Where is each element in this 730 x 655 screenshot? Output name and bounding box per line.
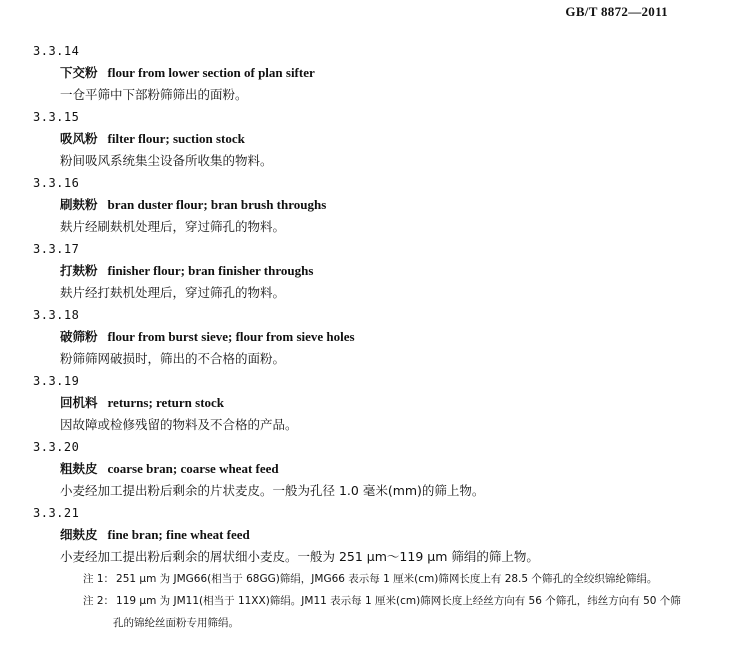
term-definition: 因故障或检修残留的物料及不合格的产品。 xyxy=(60,417,298,432)
term-line xyxy=(33,458,690,480)
term-chinese: 吸风粉 xyxy=(60,131,98,146)
entry-number: 3.3.16 xyxy=(33,176,80,190)
term-entry-3-3-20 xyxy=(33,436,690,502)
term-entry-3-3-16 xyxy=(33,172,690,238)
note-text: 251 μm 为 JMG66(相当于 68GG)筛绢，JMG66 表示每 1 厘米(cm)筛网长度上有 28.5 个筛孔的全绞织锦纶筛绢。 xyxy=(116,573,658,585)
entry-number: 3.3.18 xyxy=(33,308,80,322)
term-chinese: 粗麸皮 xyxy=(60,461,98,476)
term-entry-3-3-19 xyxy=(33,370,690,436)
term-definition: 麸片经打麸机处理后，穿过筛孔的物料。 xyxy=(60,285,286,300)
term-chinese: 破筛粉 xyxy=(60,329,98,344)
entry-number: 3.3.15 xyxy=(33,110,80,124)
term-line xyxy=(33,128,690,150)
entry-number: 3.3.17 xyxy=(33,242,80,256)
term-definition: 小麦经加工提出粉后剩余的片状麦皮。一般为孔径 1.0 毫米(mm)的筛上物。 xyxy=(60,483,485,498)
term-chinese: 细麸皮 xyxy=(60,527,98,542)
term-definition: 粉间吸风系统集尘设备所收集的物料。 xyxy=(60,153,273,168)
term-english: bran duster flour; bran brush throughs xyxy=(107,197,327,212)
term-entries xyxy=(33,40,690,634)
entry-number: 3.3.19 xyxy=(33,374,80,388)
entry-number: 3.3.20 xyxy=(33,440,80,454)
term-definition: 一仓平筛中下部粉筛筛出的面粉。 xyxy=(60,87,248,102)
term-entry-3-3-21 xyxy=(33,502,690,634)
note-1 xyxy=(60,568,690,590)
term-line xyxy=(33,194,690,216)
term-chinese: 回机料 xyxy=(60,395,98,410)
note-label: 注 2： xyxy=(83,595,115,607)
term-line xyxy=(33,524,690,546)
note-text: 119 μm 为 JM11(相当于 11XX)筛绢。JM11 表示每 1 厘米(cm)筛网长度上经丝方向有 56 个筛孔，纬丝方向有 50 个筛孔的锦纶丝面粉专用筛绢。 xyxy=(113,595,681,629)
standard-number: GB/T 8872—2011 xyxy=(565,4,668,19)
term-line xyxy=(33,326,690,348)
term-english: fine bran; fine wheat feed xyxy=(107,527,250,542)
term-english: returns; return stock xyxy=(107,395,225,410)
term-line xyxy=(33,260,690,282)
term-entry-3-3-17 xyxy=(33,238,690,304)
term-entry-3-3-14 xyxy=(33,40,690,106)
term-line xyxy=(33,62,690,84)
term-entry-3-3-15 xyxy=(33,106,690,172)
note-2 xyxy=(60,590,690,634)
term-definition: 小麦经加工提出粉后剩余的屑状细小麦皮。一般为 251 μm～119 μm 筛绢的筛上物。 xyxy=(60,549,539,564)
term-english: flour from burst sieve; flour from sieve holes xyxy=(107,329,355,344)
entry-number: 3.3.21 xyxy=(33,506,80,520)
term-chinese: 刷麸粉 xyxy=(60,197,98,212)
term-english: flour from lower section of plan sifter xyxy=(107,65,315,80)
term-entry-3-3-18 xyxy=(33,304,690,370)
term-english: filter flour; suction stock xyxy=(107,131,245,146)
term-chinese: 打麸粉 xyxy=(60,263,98,278)
term-english: coarse bran; coarse wheat feed xyxy=(107,461,279,476)
note-label: 注 1： xyxy=(83,573,115,585)
term-chinese: 下交粉 xyxy=(60,65,98,80)
entry-number: 3.3.14 xyxy=(33,44,80,58)
term-definition: 粉筛筛网破损时，筛出的不合格的面粉。 xyxy=(60,351,286,366)
term-english: finisher flour; bran finisher throughs xyxy=(107,263,314,278)
term-line xyxy=(33,392,690,414)
term-definition: 麸片经刷麸机处理后，穿过筛孔的物料。 xyxy=(60,219,286,234)
